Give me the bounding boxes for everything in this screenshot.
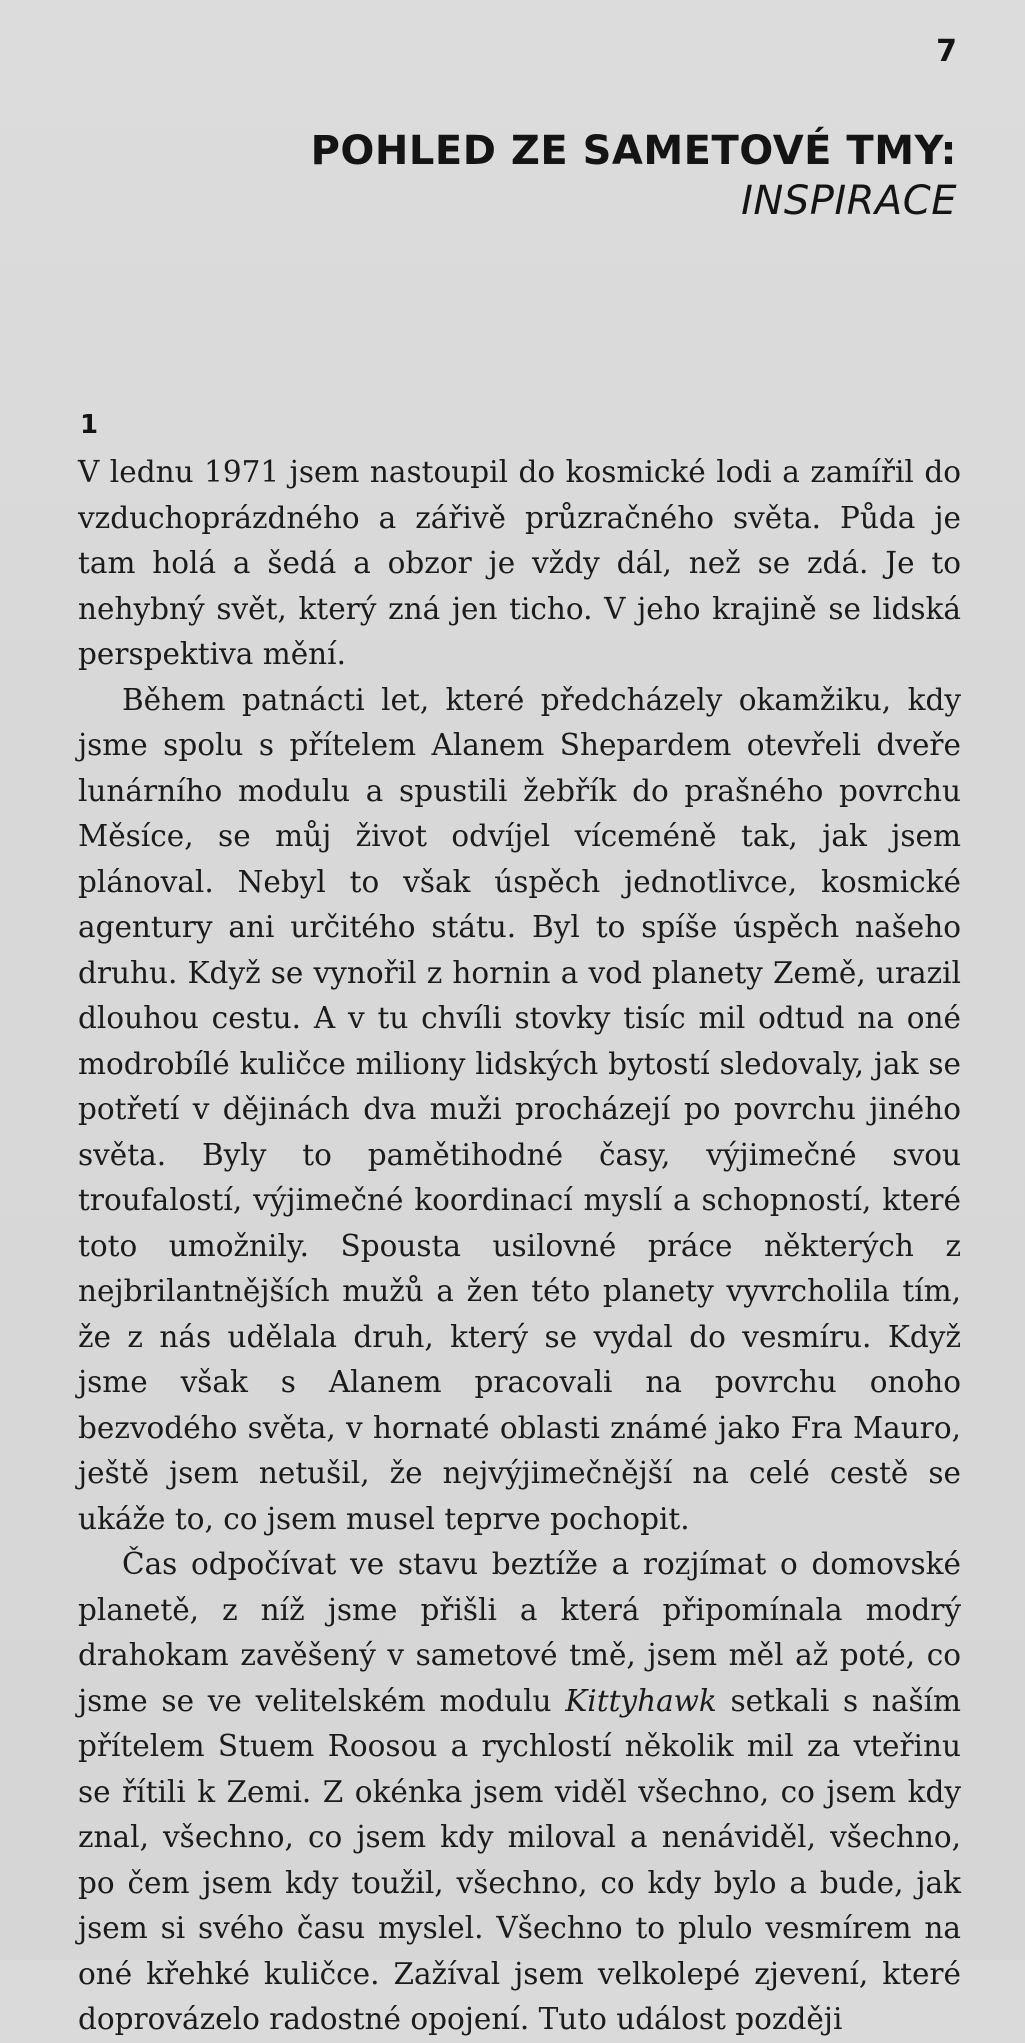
paragraph-3-start: Čas odpočívat ve stavu beztíže a rozjímat o domovské planetě, z níž jsme přišli a která připomínala modrý drahokam zavěšený v sametové tmě, jsem měl až poté, co jsme se ve velitelském modulu <box>78 1547 961 1718</box>
chapter-title-main: POHLED ZE SAMETOVÉ TMY: <box>310 128 957 174</box>
paragraph-1: V lednu 1971 jsem nastoupil do kosmické lodi a zamířil do vzduchoprázdného a zářivě průzračného světa. Půda je tam holá a šedá a obzor je vždy dál, než se zdá. Je to nehybný svět, který zná jen ticho. V jeho krajině se lidská perspektiva mění. <box>78 455 961 671</box>
paragraph-3-end: setkali s naším přítelem Stuem Roosou a rychlostí několik mil za vteřinu se řítili k Zemi. Z okénka jsem viděl všechno, co jsem kdy znal, všechno, co jsem kdy miloval a nenáviděl, všechno, po čem jsem kdy toužil, všechno, co kdy bylo a bude, jak jsem si svého času myslel. Všechno to plulo vesmírem na oné křehké kuličce. Zažíval jsem velkolepé zjevení, které doprovázelo radostné opojení. Tuto událost později <box>78 1683 961 2036</box>
body-text <box>78 450 961 2043</box>
paragraph-2: Během patnácti let, které předcházely okamžiku, kdy jsme spolu s přítelem Alanem Shepardem otevřeli dveře lunárního modulu a spustili žebřík do prašného povrchu Měsíce, se můj život odvíjel víceméně tak, jak jsem plánoval. Nebyl to však úspěch jednotlivce, kosmické agentury ani určitého státu. Byl to spíše úspěch našeho druhu. Když se vynořil z hornin a vod planety Země, urazil dlouhou cestu. A v tu chvíli stovky tisíc mil odtud na oné modrobílé kuličce miliony lidských bytostí sledovaly, jak se potřetí v dějinách dva muži procházejí po povrchu jiného světa. Byly to pamětihodné časy, výjimečné svou troufalostí, výjimečné koordinací myslí a schopností, které toto umožnily. Spousta usilovné práce některých z nejbrilantnějších mužů a žen této planety vyvrcholila tím, že z nás udělala druh, který se vydal do vesmíru. Když jsme však s Alanem pracovali na povrchu onoho bezvodého světa, v hornaté oblasti známé jako Fra Mauro, ještě jsem netušil, že nejvýjimečnější na celé cestě se ukáže to, co jsem musel teprve pochopit. <box>78 682 961 1536</box>
section-number: 1 <box>80 410 99 440</box>
page-number: 7 <box>936 34 957 69</box>
chapter-title <box>311 126 957 226</box>
chapter-title-sub: INSPIRACE <box>741 178 957 224</box>
paragraph-3 <box>78 1542 961 2043</box>
spacecraft-name: Kittyhawk <box>565 1683 717 1718</box>
